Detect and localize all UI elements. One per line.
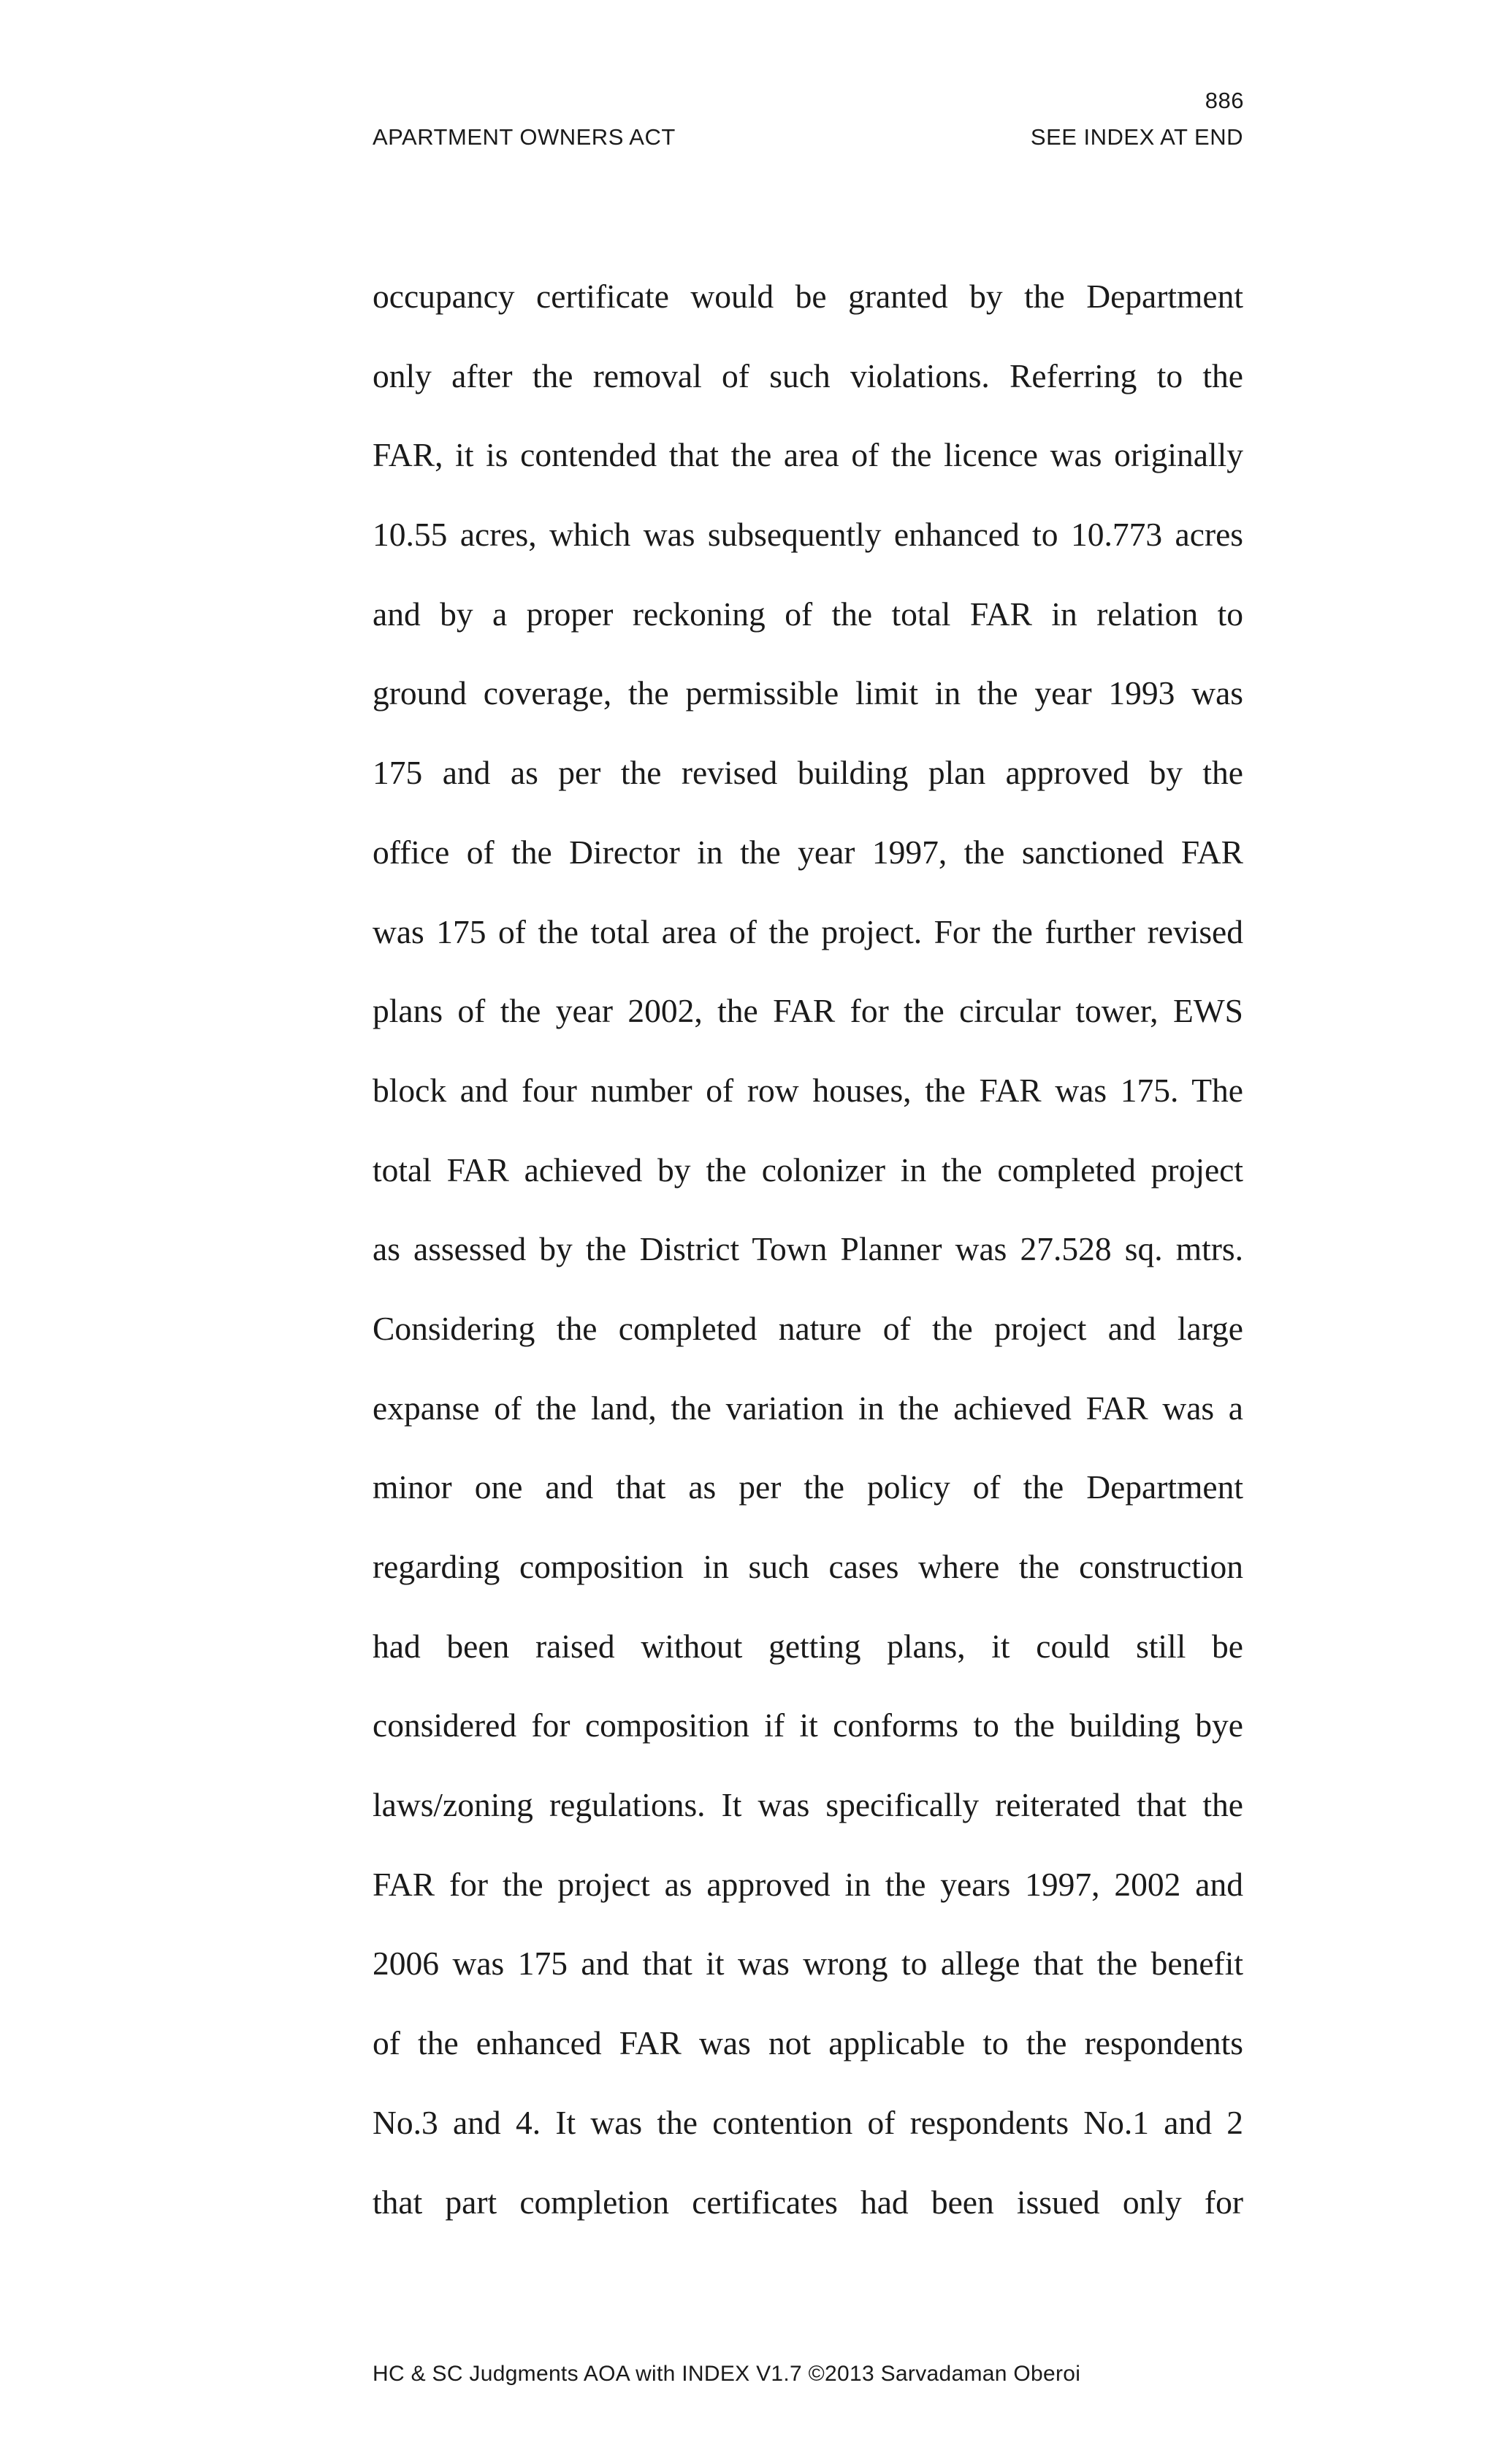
body-line: total FAR achieved by the colonizer in the completed project <box>373 1151 1243 1189</box>
body-line: laws/zoning regulations. It was specifically reiterated that the <box>373 1786 1243 1824</box>
header-left-title: APARTMENT OWNERS ACT <box>373 124 676 150</box>
footer-text: HC & SC Judgments AOA with INDEX V1.7 ©2013 Sarvadaman Oberoi <box>373 2362 1081 2386</box>
body-line: as assessed by the District Town Planner was 27.528 sq. mtrs. <box>373 1230 1243 1268</box>
body-text <box>373 257 1243 2242</box>
body-line: occupancy certificate would be granted by the Department <box>373 278 1243 315</box>
body-line: considered for composition if it conforms to the building bye <box>373 1706 1243 1744</box>
body-line: 10.55 acres, which was subsequently enhanced to 10.773 acres <box>373 516 1243 554</box>
page-number: 886 <box>1205 88 1244 113</box>
body-line: office of the Director in the year 1997, the sanctioned FAR <box>373 833 1243 871</box>
body-line: was 175 of the total area of the project. For the further revised <box>373 912 1243 950</box>
body-line: ground coverage, the permissible limit in the year 1993 was <box>373 674 1243 712</box>
body-line: 2006 was 175 and that it was wrong to allege that the benefit <box>373 1945 1243 1983</box>
body-line: of the enhanced FAR was not applicable to the respondents <box>373 2024 1243 2062</box>
running-header <box>373 123 1243 152</box>
body-line: No.3 and 4. It was the contention of respondents No.1 and 2 <box>373 2103 1243 2141</box>
body-line: minor one and that as per the policy of the Department <box>373 1468 1243 1506</box>
body-line: 175 and as per the revised building plan approved by the <box>373 754 1243 792</box>
body-line: expanse of the land, the variation in the achieved FAR was a <box>373 1389 1243 1427</box>
body-line: only after the removal of such violations. Referring to the <box>373 356 1243 394</box>
body-line: Considering the completed nature of the project and large <box>373 1309 1243 1347</box>
body-line: block and four number of row houses, the FAR was 175. The <box>373 1071 1243 1109</box>
body-line: FAR for the project as approved in the years 1997, 2002 and <box>373 1865 1243 1903</box>
header-right-title: SEE INDEX AT END <box>1030 124 1243 150</box>
body-line: regarding composition in such cases where the construction <box>373 1548 1243 1585</box>
body-line: that part completion certificates had been issued only for <box>373 2183 1243 2221</box>
body-line: FAR, it is contended that the area of the licence was originally <box>373 436 1243 474</box>
body-line: and by a proper reckoning of the total FAR in relation to <box>373 595 1243 633</box>
body-line: had been raised without getting plans, it could still be <box>373 1627 1243 1665</box>
body-line: plans of the year 2002, the FAR for the circular tower, EWS <box>373 992 1243 1030</box>
